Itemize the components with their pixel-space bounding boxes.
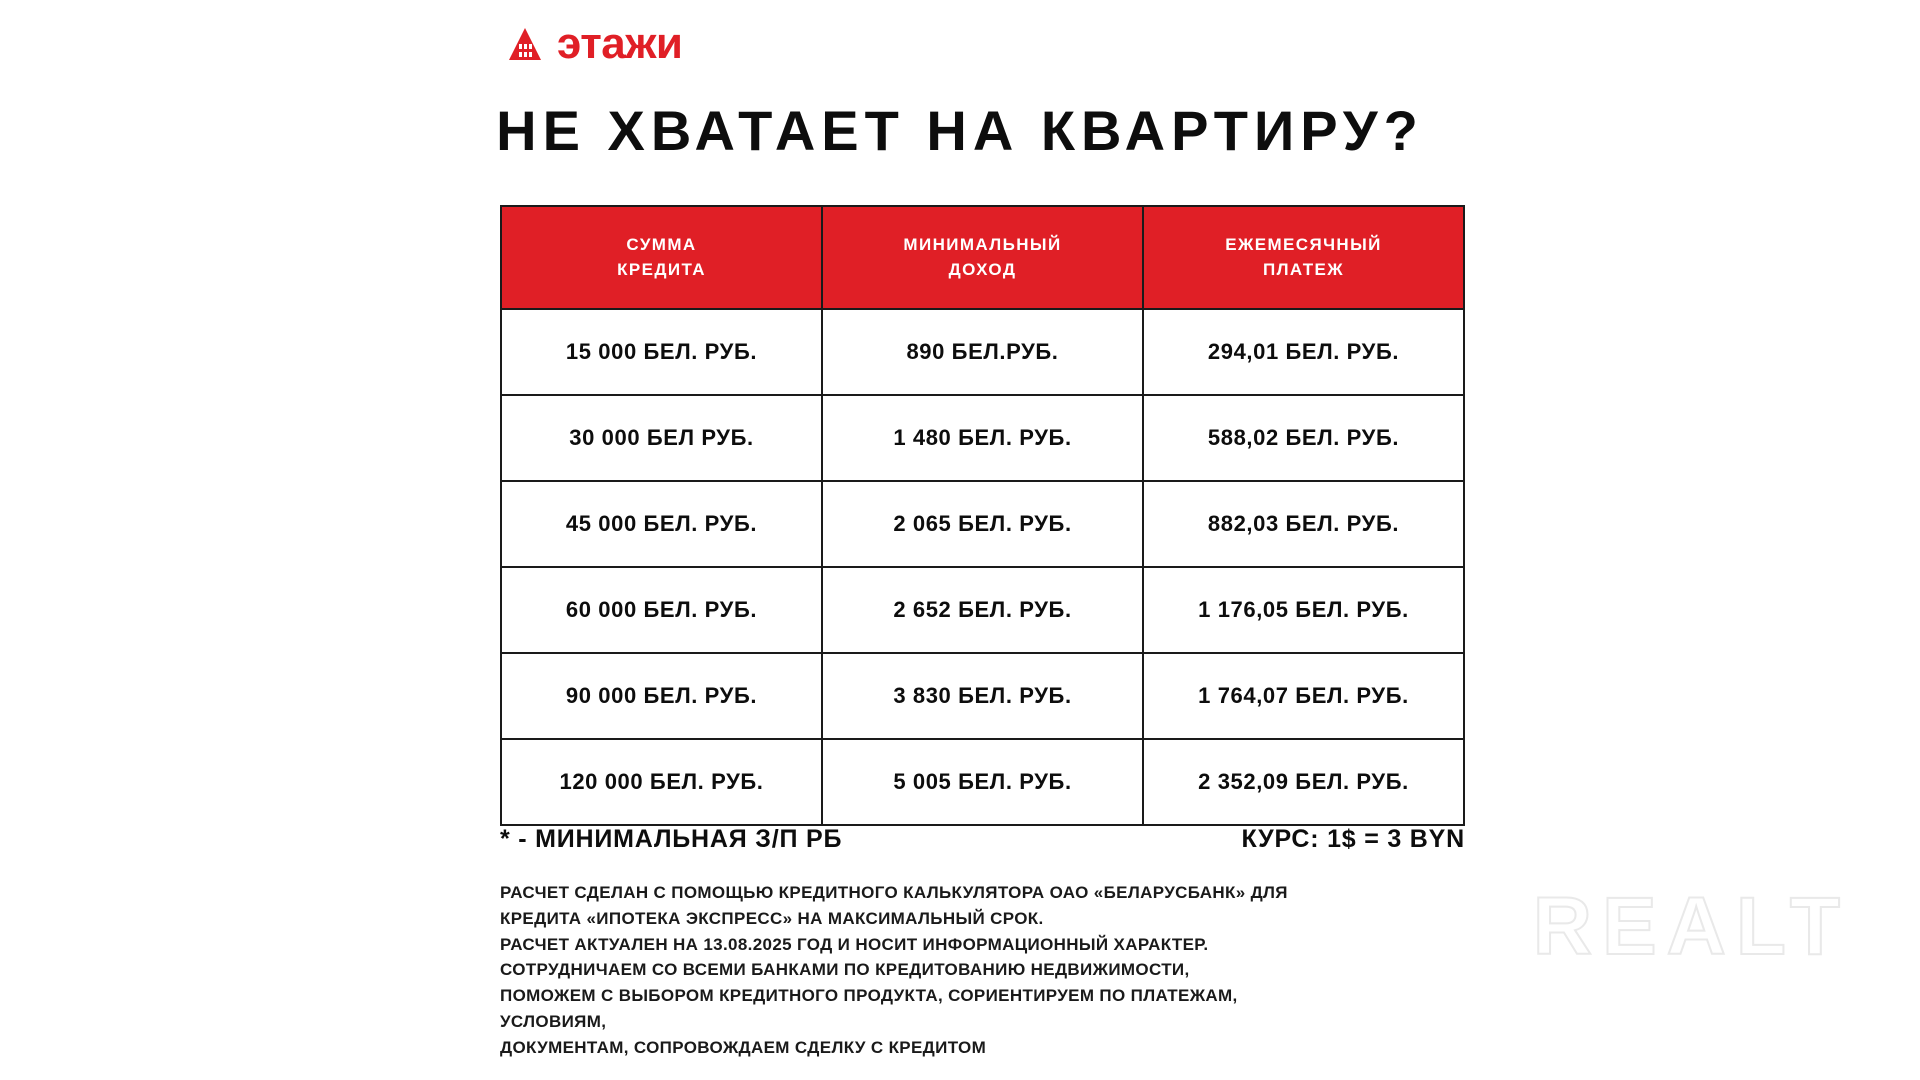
disclaimer-line: РАСЧЕТ СДЕЛАН С ПОМОЩЬЮ КРЕДИТНОГО КАЛЬКУЛЯТОРА ОАО «БЕЛАРУСБАНК» ДЛЯ (500, 883, 1288, 902)
rates-table (500, 205, 1465, 826)
table-body (501, 309, 1464, 825)
brand-logo (505, 19, 683, 68)
cell-min-income: 5 005 БЕЛ. РУБ. (822, 739, 1143, 825)
cell-credit-sum: 60 000 БЕЛ. РУБ. (501, 567, 822, 653)
cell-credit-sum: 15 000 БЕЛ. РУБ. (501, 309, 822, 395)
column-header-credit-sum (501, 206, 822, 309)
page-title: НЕ ХВАТАЕТ НА КВАРТИРУ? (496, 99, 1424, 162)
table-row (501, 395, 1464, 481)
rates-table-container (500, 205, 1465, 826)
disclaimer-line: РАСЧЕТ АКТУАЛЕН НА 13.08.2025 ГОД И НОСИТ ИНФОРМАЦИОННЫЙ ХАРАКТЕР. (500, 934, 1209, 954)
cell-monthly-payment: 1 176,05 БЕЛ. РУБ. (1143, 567, 1464, 653)
table-row (501, 739, 1464, 825)
table-row (501, 481, 1464, 567)
brand-name: этажи (557, 19, 683, 68)
disclaimer-line: КРЕДИТА «ИПОТЕКА ЭКСПРЕСС» НА МАКСИМАЛЬНЫЙ СРОК. (500, 908, 1044, 928)
cell-credit-sum: 30 000 БЕЛ РУБ. (501, 395, 822, 481)
cell-min-income: 1 480 БЕЛ. РУБ. (822, 395, 1143, 481)
header-line: СУММА (626, 235, 697, 254)
table-row (501, 567, 1464, 653)
disclaimer-line: УСЛОВИЯМ, (500, 1012, 607, 1032)
note-min-salary: * - МИНИМАЛЬНАЯ З/П РБ (500, 825, 843, 853)
header-line: ЕЖЕМЕСЯЧНЫЙ (1225, 235, 1382, 254)
header-line: МИНИМАЛЬНЫЙ (903, 235, 1062, 254)
header-line: ДОХОД (948, 259, 1017, 279)
cell-monthly-payment: 2 352,09 БЕЛ. РУБ. (1143, 739, 1464, 825)
cell-min-income: 890 БЕЛ.РУБ. (822, 309, 1143, 395)
cell-monthly-payment: 882,03 БЕЛ. РУБ. (1143, 481, 1464, 567)
cell-min-income: 2 652 БЕЛ. РУБ. (822, 567, 1143, 653)
cell-min-income: 2 065 БЕЛ. РУБ. (822, 481, 1143, 567)
disclaimer-line: СОТРУДНИЧАЕМ СО ВСЕМИ БАНКАМИ ПО КРЕДИТОВАНИЮ НЕДВИЖИМОСТИ, (500, 960, 1190, 980)
cell-monthly-payment: 1 764,07 БЕЛ. РУБ. (1143, 653, 1464, 739)
cell-min-income: 3 830 БЕЛ. РУБ. (822, 653, 1143, 739)
table-header-row (501, 206, 1464, 309)
column-header-monthly-payment (1143, 206, 1464, 309)
cell-monthly-payment: 588,02 БЕЛ. РУБ. (1143, 395, 1464, 481)
column-header-min-income (822, 206, 1143, 309)
cell-credit-sum: 45 000 БЕЛ. РУБ. (501, 481, 822, 567)
header-line: КРЕДИТА (617, 259, 706, 279)
header-line: ПЛАТЕЖ (1262, 259, 1345, 279)
table-head (501, 206, 1464, 309)
disclaimer-block (500, 880, 1430, 1061)
notes-row (500, 825, 1465, 854)
disclaimer-line: ДОКУМЕНТАМ, СОПРОВОЖДАЕМ СДЕЛКУ С КРЕДИТОМ (500, 1037, 987, 1057)
building-icon (505, 24, 545, 64)
watermark: REALT (1532, 881, 1850, 972)
table-row (501, 653, 1464, 739)
cell-monthly-payment: 294,01 БЕЛ. РУБ. (1143, 309, 1464, 395)
table-row (501, 309, 1464, 395)
cell-credit-sum: 90 000 БЕЛ. РУБ. (501, 653, 822, 739)
cell-credit-sum: 120 000 БЕЛ. РУБ. (501, 739, 822, 825)
note-exchange-rate: КУРС: 1$ = 3 BYN (1241, 825, 1465, 853)
disclaimer-line: ПОМОЖЕМ С ВЫБОРОМ КРЕДИТНОГО ПРОДУКТА, СОРИЕНТИРУЕМ ПО ПЛАТЕЖАМ, (500, 986, 1238, 1006)
